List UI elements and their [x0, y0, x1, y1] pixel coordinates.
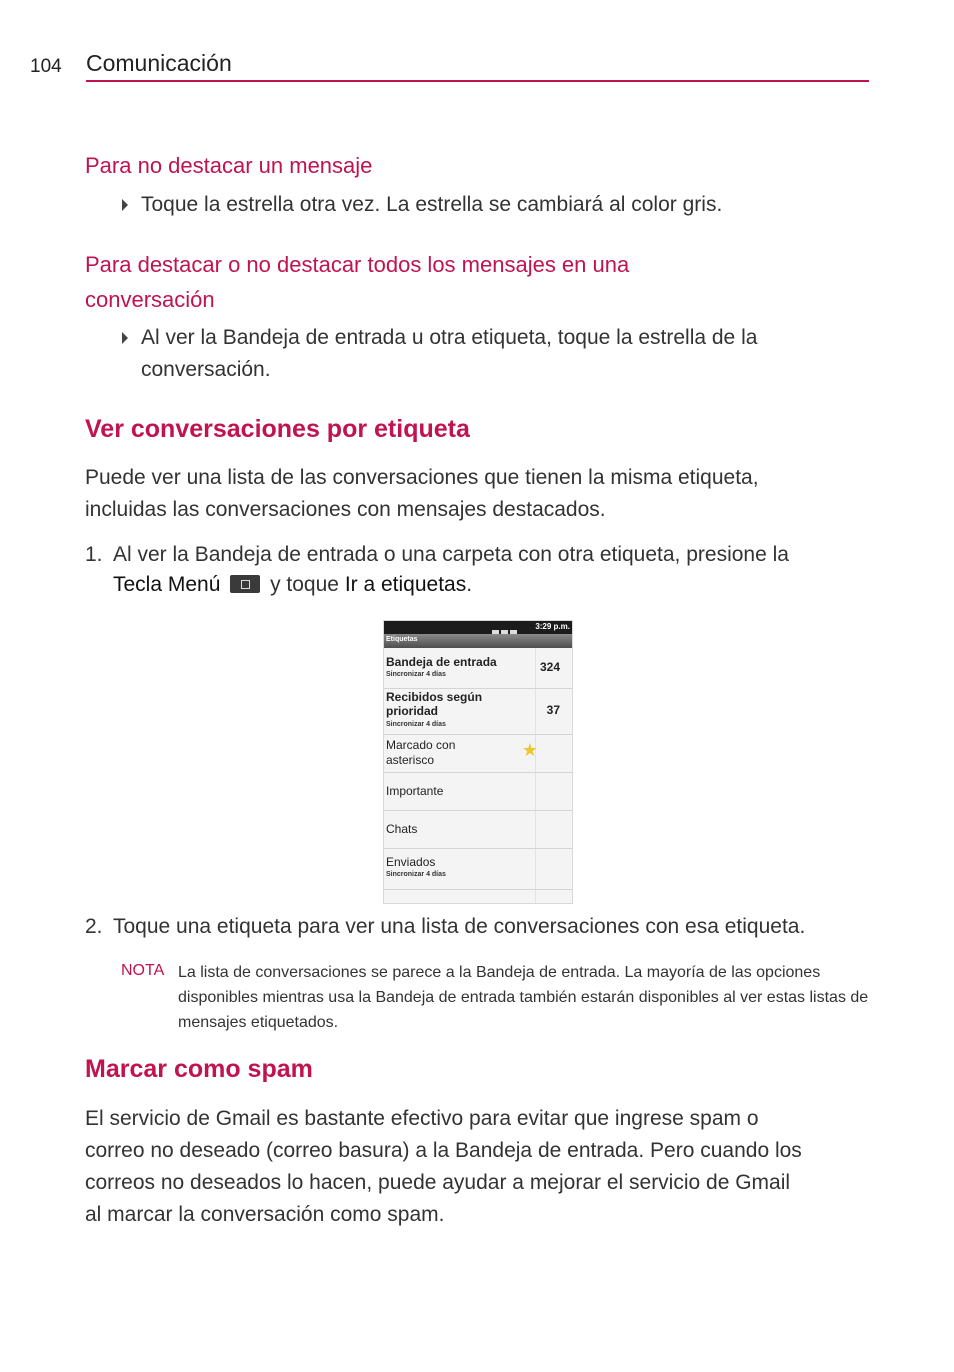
- status-bar: [384, 621, 572, 634]
- section-heading-unstar: Para no destacar un mensaje: [85, 153, 373, 178]
- label-name: Importante: [386, 784, 444, 798]
- labels-intro-line2: incluidas las conversaciones con mensajes destacados.: [85, 498, 606, 521]
- menu-key-icon: [230, 575, 260, 593]
- label-name-cont: prioridad: [386, 704, 439, 718]
- step1-mid: y toque: [270, 573, 339, 596]
- page-number: 104: [30, 56, 62, 77]
- step1-end: .: [466, 573, 473, 596]
- section-heading-star-all: Para destacar o no destacar todos los mensajes en una: [85, 252, 630, 277]
- label-name-cont: asterisco: [386, 753, 435, 767]
- bullet-star-all-line1: Al ver la Bandeja de entrada u otra etiqueta, toque la estrella de la: [141, 326, 758, 349]
- screen-title-bar: [384, 634, 572, 648]
- label-name: Enviados: [386, 855, 436, 869]
- chapter-title: Comunicación: [86, 50, 232, 76]
- label-count: 324: [539, 660, 560, 674]
- signal-icon: [492, 624, 528, 631]
- label-name: Recibidos según: [386, 690, 483, 704]
- step-number: 1.: [85, 543, 103, 566]
- header-rule: [86, 80, 869, 82]
- bullet-arrow-icon: [122, 199, 128, 211]
- step2-text: Toque una etiqueta para ver una lista de conversaciones con esa etiqueta.: [113, 915, 806, 938]
- status-time: 3:29 p.m.: [535, 622, 570, 631]
- label-sync: Sincronizar 4 días: [386, 671, 446, 678]
- spam-line3: correos no deseados lo hacen, puede ayudar a mejorar el servicio de Gmail: [85, 1171, 791, 1194]
- step1-line2: [113, 570, 873, 600]
- label-name: Bandeja de entrada: [386, 655, 497, 669]
- bullet-arrow-icon: [122, 332, 128, 344]
- label-row-sent[interactable]: [384, 849, 572, 890]
- spam-line4: al marcar la conversación como spam.: [85, 1203, 445, 1226]
- label-row-chats[interactable]: [384, 811, 572, 849]
- label-row-inbox[interactable]: [384, 648, 572, 689]
- section-heading-star-all-cont: conversación: [85, 287, 215, 312]
- label-sync: Sincronizar 4 días: [386, 721, 446, 728]
- section-heading-labels: Ver conversaciones por etiqueta: [85, 415, 470, 443]
- go-to-labels-label: Ir a etiquetas: [344, 573, 467, 596]
- label-row-important[interactable]: [384, 773, 572, 811]
- spam-line1: El servicio de Gmail es bastante efectivo para evitar que ingrese spam o: [85, 1107, 759, 1130]
- note-text: La lista de conversaciones se parece a la Bandeja de entrada. La mayoría de las opciones disponibles mientras usa la Bandeja de entrada también estarán disponibles al ver estas listas de mensajes etiquetados.: [178, 964, 869, 1031]
- step-number: 2.: [85, 915, 103, 938]
- menu-key-label: Tecla Menú: [113, 573, 221, 596]
- star-icon: ★: [521, 740, 538, 760]
- section-heading-spam: Marcar como spam: [85, 1055, 313, 1083]
- step1-line1: Al ver la Bandeja de entrada o una carpeta con otra etiqueta, presione la: [113, 543, 789, 566]
- label-row-starred[interactable]: [384, 735, 572, 773]
- bullet-star-all-line2: conversación.: [141, 358, 271, 381]
- label-row-priority[interactable]: [384, 689, 572, 735]
- labels-screenshot: [383, 620, 573, 904]
- screen-title: Etiquetas: [386, 636, 418, 643]
- note-label: NOTA: [121, 962, 165, 979]
- label-name: Chats: [386, 822, 418, 836]
- label-count: 37: [546, 703, 560, 717]
- labels-intro-line1: Puede ver una lista de las conversaciones que tienen la misma etiqueta,: [85, 466, 759, 489]
- label-sync: Sincronizar 4 días: [386, 871, 446, 878]
- label-name: Marcado con: [386, 738, 456, 752]
- spam-line2: correo no deseado (correo basura) a la Bandeja de entrada. Pero cuando los: [85, 1139, 802, 1162]
- bullet-unstar: Toque la estrella otra vez. La estrella se cambiará al color gris.: [141, 193, 723, 216]
